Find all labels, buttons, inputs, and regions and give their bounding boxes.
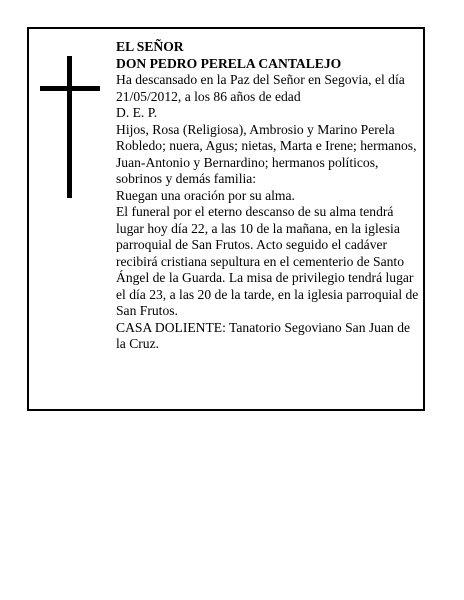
mourning-house: CASA DOLIENTE: Tanatorio Segoviano San Juan de la Cruz. — [116, 319, 411, 351]
funeral-info: El funeral por el eterno descanso de su alma tendrá lugar hoy día 22, a las 10 de la mañana, en la iglesia parroquial de San Frutos. Acto seguido el cadáver recibirá cristiana sepultura en el cementerio de Santo Ángel de la Guarda. La misa de privilegio tendrá lugar el día 23, a las 20 de la tarde, en la iglesia parroquial de San Frutos. — [116, 204, 419, 318]
cross-vertical-bar — [67, 56, 72, 198]
cross-icon — [40, 56, 100, 198]
family-list: Hijos, Rosa (Religiosa), Ambrosio y Marino Perela Robledo; nuera, Agus; nietas, Marta e Irene; hermanos, Juan-Antonio y Bernardino; hermanos políticos, sobrinos y demás familia: — [116, 121, 417, 186]
cross-horizontal-bar — [40, 86, 100, 91]
notice-text — [116, 39, 422, 353]
obituary-notice — [27, 27, 425, 411]
notice-title-line1: EL SEÑOR — [116, 39, 184, 54]
prayer-request: Ruegan una oración por su alma. — [116, 187, 295, 203]
death-info: Ha descansado en la Paz del Señor en Segovia, el día 21/05/2012, a los 86 años de edad — [116, 72, 405, 104]
rip-abbreviation: D. E. P. — [116, 105, 158, 120]
notice-title-name: DON PEDRO PERELA CANTALEJO — [116, 55, 342, 71]
